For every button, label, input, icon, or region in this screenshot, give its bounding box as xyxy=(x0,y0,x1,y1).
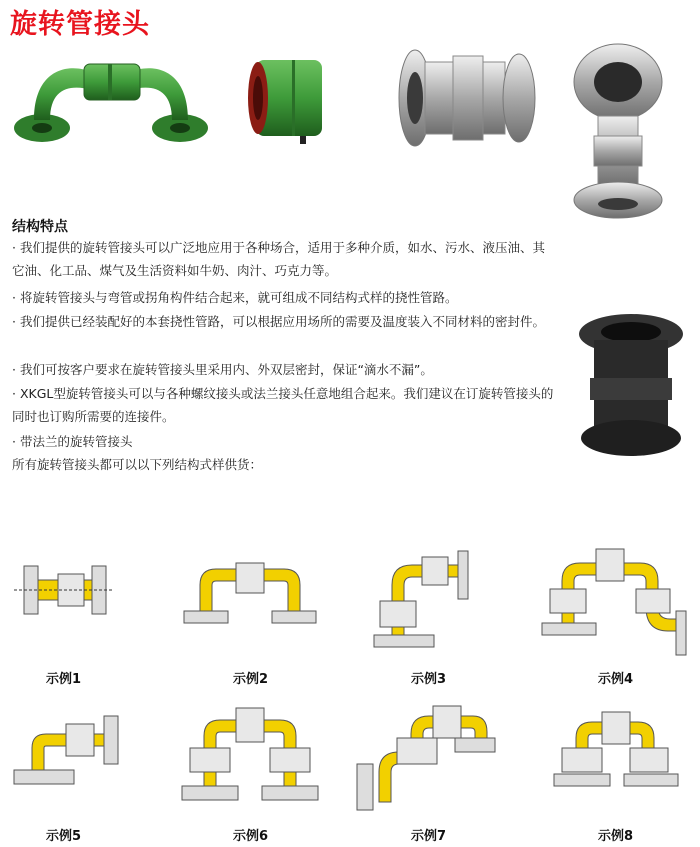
example-2-caption: 示例2 xyxy=(233,672,269,687)
example-6-diagram xyxy=(180,702,320,807)
example-1-caption: 示例1 xyxy=(46,672,82,687)
example-8-diagram xyxy=(550,708,680,798)
page-title: 旋转管接头 xyxy=(10,9,150,40)
example-4-caption: 示例4 xyxy=(598,672,634,687)
paragraph-6: · 带法兰的旋转管接头 xyxy=(12,434,133,449)
paragraph-1: · 我们提供的旋转管接头可以广泛地应用于各种场合，适用于多种介质，如水、污水、液压油、其它油、化工品、煤气及生活资料如牛奶、肉汁、巧克力等。 xyxy=(12,240,545,278)
black-flanged-swivel-photo xyxy=(574,312,689,457)
example-3-diagram xyxy=(370,545,485,650)
example-8-caption: 示例8 xyxy=(598,829,634,844)
steel-elbow-swivel-photo xyxy=(568,40,668,230)
example-7-caption: 示例7 xyxy=(411,829,447,844)
example-4-diagram xyxy=(540,545,690,660)
example-1-diagram xyxy=(14,560,114,620)
example-6-caption: 示例6 xyxy=(233,829,269,844)
example-5-diagram xyxy=(10,712,125,797)
green-swivel-body-photo xyxy=(244,40,329,150)
section-heading: 结构特点 xyxy=(12,219,68,235)
example-7-diagram xyxy=(355,702,505,812)
steel-inline-swivel-photo xyxy=(395,38,545,153)
paragraph-4: · 我们可按客户要求在旋转管接头里采用内、外双层密封，保证“滴水不漏”。 xyxy=(12,362,433,377)
green-u-swivel-joint-photo xyxy=(12,40,210,150)
paragraph-7: 所有旋转管接头都可以以下列结构式样供货： xyxy=(12,457,263,472)
example-5-caption: 示例5 xyxy=(46,829,82,844)
paragraph-3: · 我们提供已经装配好的本套挠性管路，可以根据应用场所的需要及温度装入不同材料的密封件。 xyxy=(12,314,545,329)
example-3-caption: 示例3 xyxy=(411,672,447,687)
paragraph-2: · 将旋转管接头与弯管或拐角构件结合起来，就可组成不同结构式样的挠性管路。 xyxy=(12,290,458,305)
paragraph-5: · XKGL型旋转管接头可以与各种螺纹接头或法兰接头任意地组合起来。我们建议在订旋转管接头的同时也订购所需要的连接件。 xyxy=(12,386,554,424)
example-2-diagram xyxy=(180,555,320,630)
